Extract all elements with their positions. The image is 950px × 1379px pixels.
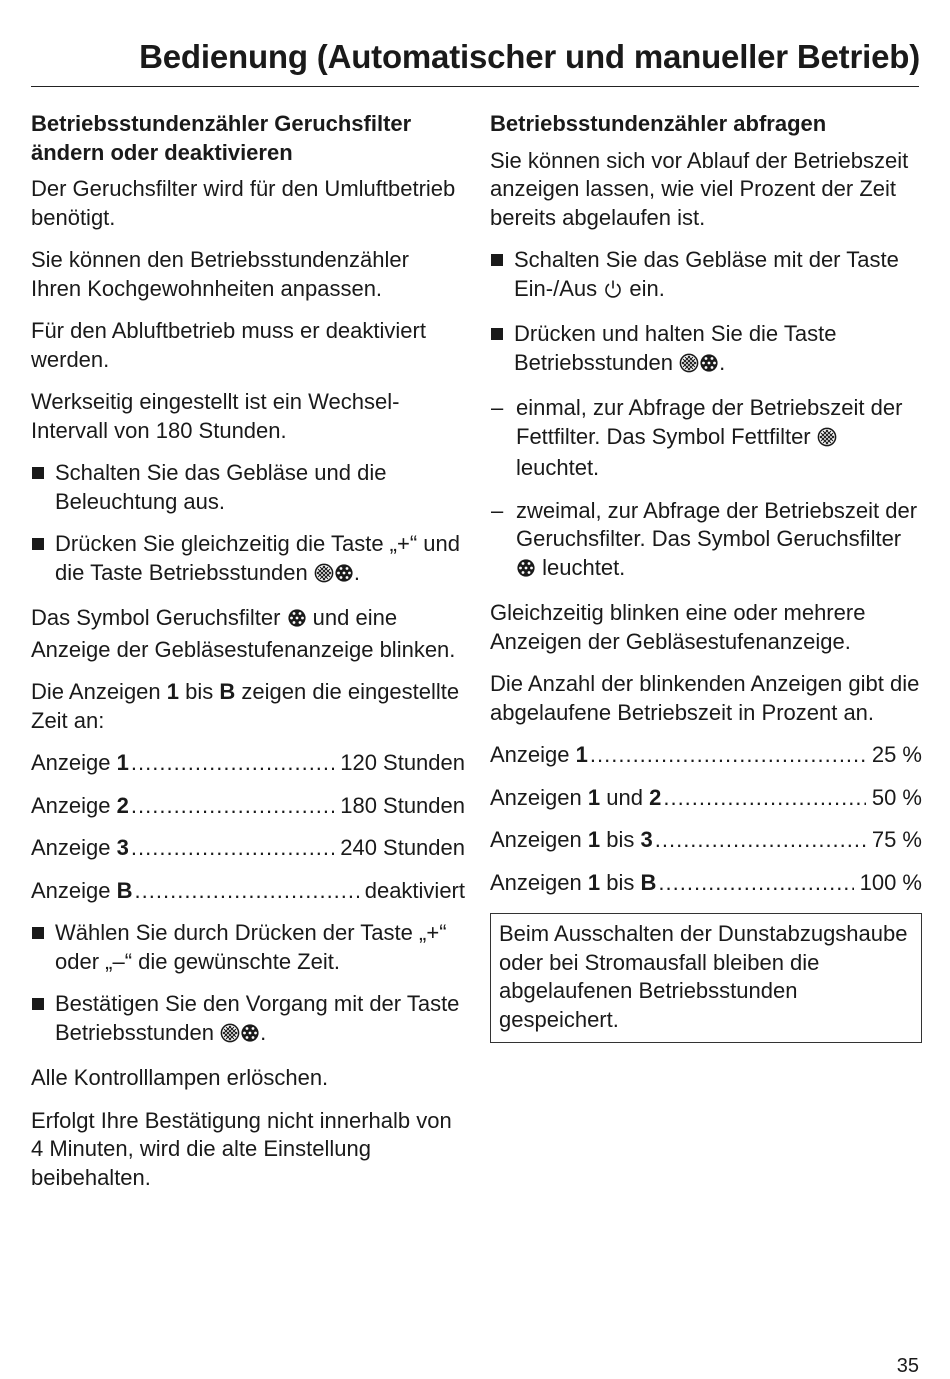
instruction-step: Bestätigen Sie den Vorgang mit der Taste Betriebsstunden .	[31, 990, 465, 1050]
paragraph: Die Anzahl der blinkenden Anzeigen gibt die abgelaufene Betriebszeit in Prozent an.	[490, 671, 920, 725]
paragraph: Die Anzeigen 1 bis B zeigen die eingestellte Zeit an:	[31, 679, 460, 733]
setting-row: Anzeige 3 ..... 240 Stunden	[31, 834, 465, 863]
page-number: 35	[896, 1355, 919, 1377]
sub-step: – zweimal, zur Abfrage der Betriebszeit der Geruchsfilter. Das Symbol Geruchsfilter leuchtet.	[490, 497, 922, 586]
setting-row: Anzeige 2 ..... 180 Stunden	[31, 792, 465, 821]
paragraph: Sie können den Betriebsstundenzähler Ihren Kochgewohnheiten anpassen.	[31, 247, 409, 301]
odour-filter-icon	[516, 557, 536, 586]
percent-row: Anzeigen 1 bis B ..... 100 %	[490, 869, 922, 898]
paragraph: Für den Abluftbetrieb muss er deaktiviert werden.	[31, 318, 426, 372]
odour-filter-icon	[699, 352, 719, 381]
sub-step: – einmal, zur Abfrage der Betriebszeit der Fettfilter. Das Symbol Fettfilter leuchtet.	[491, 395, 903, 480]
bullet-square-icon	[32, 538, 44, 550]
odour-filter-icon	[240, 1022, 260, 1051]
instruction-step: Wählen Sie durch Drücken der Taste „+“ oder „–“ die gewünschte Zeit.	[31, 919, 465, 976]
setting-row: Anzeige 1 ..... 120 Stunden	[31, 749, 465, 778]
paragraph: Alle Kontrolllampen erlöschen.	[31, 1065, 329, 1090]
paragraph: Erfolgt Ihre Bestätigung nicht innerhalb von 4 Minuten, wird die alte Einstellung beibehalten.	[31, 1107, 452, 1190]
paragraph: Das Symbol Geruchsfilter und eine Anzeige der Gebläsestufenanzeige blinken.	[31, 605, 456, 662]
instruction-step: Schalten Sie das Gebläse und die Beleuchtung aus.	[31, 459, 465, 516]
left-column	[31, 110, 465, 1206]
instruction-step: Drücken Sie gleichzeitig die Taste „+“ und die Taste Betriebsstunden .	[31, 530, 465, 590]
setting-row: Anzeige B ..... deaktiviert	[31, 877, 465, 906]
odour-filter-icon	[287, 607, 307, 636]
odour-filter-icon	[334, 562, 354, 591]
section-heading-query-counter: Betriebsstundenzähler abfragen	[490, 111, 827, 136]
note-box	[490, 913, 922, 1043]
grease-filter-icon	[220, 1022, 240, 1051]
bullet-square-icon	[32, 998, 44, 1010]
title-divider	[31, 86, 919, 87]
bullet-square-icon	[491, 254, 503, 266]
page-title: Bedienung (Automatischer und manueller Betrieb)	[139, 38, 920, 75]
grease-filter-icon	[817, 426, 837, 455]
grease-filter-icon	[314, 562, 334, 591]
note-text: Beim Ausschalten der Dunstabzugshaube oder bei Stromausfall bleiben die abgelaufenen Betriebsstunden gespeichert.	[499, 921, 908, 1032]
bullet-square-icon	[491, 328, 503, 340]
grease-filter-icon	[679, 352, 699, 381]
percent-row: Anzeige 1 ..... 25 %	[490, 741, 922, 770]
paragraph: Sie können sich vor Ablauf der Betriebszeit anzeigen lassen, wie viel Prozent der Zeit bereits abgelaufen ist.	[490, 147, 909, 230]
power-icon	[603, 278, 623, 307]
paragraph: Gleichzeitig blinken eine oder mehrere Anzeigen der Gebläsestufenanzeige.	[490, 600, 866, 654]
paragraph: Werkseitig eingestellt ist ein Wechsel-Intervall von 180 Stunden.	[31, 389, 400, 443]
percent-row: Anzeigen 1 bis 3 ..... 75 %	[490, 826, 922, 855]
instruction-step: Drücken und halten Sie die Taste Betriebsstunden .	[490, 320, 922, 380]
section-heading-change-counter: Betriebsstundenzähler Geruchsfilter ändern oder deaktivieren	[31, 111, 412, 165]
bullet-square-icon	[32, 467, 44, 479]
paragraph: Der Geruchsfilter wird für den Umluftbetrieb benötigt.	[31, 176, 456, 230]
right-column	[490, 110, 922, 1043]
percent-row: Anzeigen 1 und 2 ..... 50 %	[490, 784, 922, 813]
bullet-square-icon	[32, 927, 44, 939]
instruction-step: Schalten Sie das Gebläse mit der Taste Ein-/Aus ein.	[490, 246, 922, 306]
